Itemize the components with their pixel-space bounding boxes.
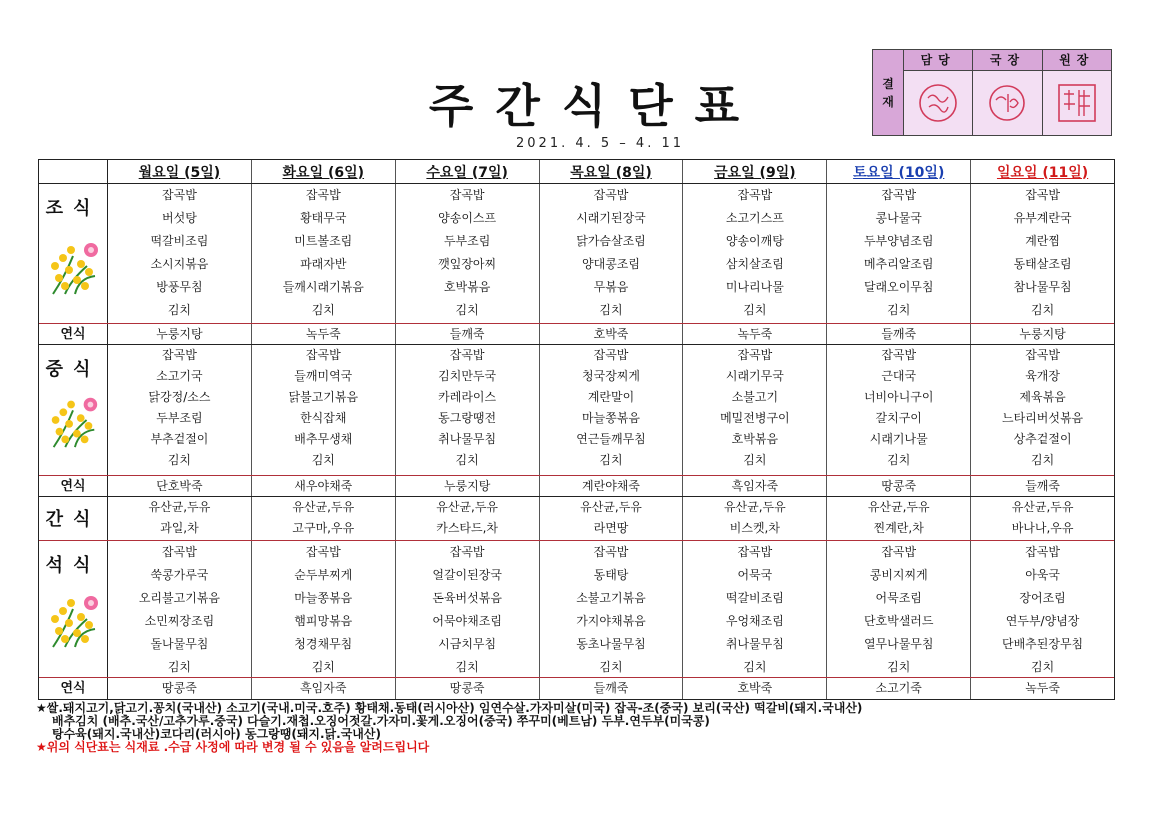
menu-item: 마늘쫑볶음 xyxy=(294,591,353,605)
menu-item: 소고기스프 xyxy=(725,211,784,225)
menu-item: 상추겉절이 xyxy=(1013,432,1072,446)
menu-item: 아욱국 xyxy=(1025,568,1060,582)
approval-role: 원장 xyxy=(1043,50,1111,71)
lunch-thu xyxy=(540,345,684,475)
menu-item: 카스타드,차 xyxy=(436,521,499,535)
menu-item: 버섯탕 xyxy=(162,211,197,225)
lunch-wed xyxy=(396,345,540,475)
dinner-sat xyxy=(827,541,971,677)
menu-item: 계란야채죽 xyxy=(582,479,640,493)
soft-diet-row-2 xyxy=(39,476,1114,497)
menu-item: 근대국 xyxy=(881,369,917,383)
menu-item: 바나나,우유 xyxy=(1011,521,1074,535)
menu-item: 잡곡밥 xyxy=(449,348,485,362)
menu-item: 소민찌장조림 xyxy=(144,614,215,628)
menu-item: 김치 xyxy=(167,303,192,317)
weekly-menu-table xyxy=(38,159,1115,700)
menu-item: 김치 xyxy=(1030,453,1055,467)
menu-item: 삼치살조림 xyxy=(725,257,784,271)
meal-label: 연식 xyxy=(60,327,86,342)
menu-item: 참나물무침 xyxy=(1013,280,1072,294)
menu-item: 동초나물무침 xyxy=(576,637,646,651)
day-header-sat: 토요일 (10일) xyxy=(827,160,971,183)
menu-item: 닭불고기볶음 xyxy=(288,390,359,404)
lunch-sat xyxy=(827,345,971,475)
meal-label: 석식 xyxy=(45,555,101,576)
menu-item: 땅콩죽 xyxy=(449,681,485,695)
menu-item: 김치 xyxy=(743,453,767,467)
menu-item: 들깨미역국 xyxy=(294,369,353,383)
meal-label: 연식 xyxy=(60,479,86,494)
menu-item: 유산균,두유 xyxy=(723,500,786,514)
menu-item: 잡곡밥 xyxy=(162,188,197,202)
menu-item: 김치 xyxy=(1030,303,1055,317)
date-range: 2021. 4. 5 – 4. 11 xyxy=(516,136,684,151)
dinner-sun xyxy=(971,541,1114,677)
menu-item: 잡곡밥 xyxy=(162,545,197,559)
menu-item: 돈육버섯볶음 xyxy=(432,591,502,605)
menu-item: 호박볶음 xyxy=(731,432,779,446)
menu-item: 돌나물무침 xyxy=(150,637,209,651)
soft-diet-row-1 xyxy=(39,324,1114,345)
lunch-mon xyxy=(108,345,252,475)
menu-item: 햄피망볶음 xyxy=(294,614,353,628)
menu-item: 얼갈이된장국 xyxy=(432,568,502,582)
menu-item: 잡곡밥 xyxy=(1025,188,1060,202)
dinner-wed xyxy=(396,541,540,677)
origin-note: 배추김치 (배추.국산/고추가루.중국) 다슬기.재첩.오징어젓갈.가자미.꽃게.오징어(중국) 쭈꾸미(베트남) 두부.연두부(미국콩) xyxy=(52,714,710,728)
menu-item: 잡곡밥 xyxy=(305,348,341,362)
menu-item: 가지야채볶음 xyxy=(576,614,646,628)
day-header-thu: 목요일 (8일) xyxy=(540,160,684,183)
menu-item: 잡곡밥 xyxy=(881,348,917,362)
menu-item: 마늘쫑볶음 xyxy=(582,411,640,425)
menu-item: 김치 xyxy=(743,303,767,317)
menu-item: 잡곡밥 xyxy=(737,348,773,362)
dinner-mon xyxy=(108,541,252,677)
menu-item: 잡곡밥 xyxy=(162,348,197,362)
menu-item: 호박죽 xyxy=(737,681,773,695)
menu-item: 잡곡밥 xyxy=(737,545,773,559)
menu-item: 김치 xyxy=(455,453,479,467)
signature-area xyxy=(1043,71,1111,135)
menu-item: 김치 xyxy=(311,303,335,317)
menu-item: 비스켓,차 xyxy=(729,521,780,535)
menu-item: 떡갈비조림 xyxy=(725,591,784,605)
seal-stamp-icon xyxy=(915,80,961,126)
menu-item: 어묵야채조림 xyxy=(432,614,502,628)
menu-item: 무볶음 xyxy=(593,280,629,294)
menu-item: 들깨죽 xyxy=(1025,479,1060,493)
menu-item: 너비아니구이 xyxy=(863,390,934,404)
menu-item: 제육볶음 xyxy=(1019,390,1066,404)
menu-item: 미트볼조림 xyxy=(294,234,353,248)
menu-item: 달래오이무침 xyxy=(863,280,934,294)
menu-item: 땅콩죽 xyxy=(881,479,917,493)
menu-item: 어묵국 xyxy=(737,568,773,582)
menu-item: 양송이깨탕 xyxy=(725,234,784,248)
page-title: 주간식단표 xyxy=(428,79,762,133)
menu-item: 시래기무국 xyxy=(725,369,784,383)
menu-item: 순두부찌게 xyxy=(294,568,353,582)
menu-item: 깻잎장아찌 xyxy=(438,257,497,271)
menu-item: 들깨죽 xyxy=(449,327,485,341)
menu-item: 소시지볶음 xyxy=(150,257,209,271)
menu-item: 호박볶음 xyxy=(443,280,491,294)
menu-item: 잡곡밥 xyxy=(449,188,485,202)
breakfast-label-cell xyxy=(39,184,108,323)
breakfast-wed xyxy=(396,184,540,323)
menu-item: 계란찜 xyxy=(1025,234,1060,248)
soft-diet-row-3 xyxy=(39,678,1114,699)
breakfast-sat xyxy=(827,184,971,323)
menu-item: 갈치구이 xyxy=(875,411,922,425)
menu-item: 열무나물무침 xyxy=(863,637,934,651)
menu-item: 두부양념조림 xyxy=(863,234,934,248)
menu-item: 두부조림 xyxy=(156,411,203,425)
origin-note: 탕수육(돼지.국내산)코다리(러시아) 동그랑땡(돼지.닭.국내산) xyxy=(52,727,381,741)
approval-label: 결 재 xyxy=(873,50,904,135)
menu-item: 취나물무침 xyxy=(725,637,784,651)
menu-item: 과일,차 xyxy=(160,521,199,535)
menu-item: 잡곡밥 xyxy=(1025,348,1060,362)
meal-label: 중식 xyxy=(45,359,101,380)
menu-item: 양송이스프 xyxy=(438,211,497,225)
approval-role: 국장 xyxy=(973,50,1041,71)
menu-item: 닭강정/소스 xyxy=(148,390,211,404)
menu-item: 청국장찌게 xyxy=(582,369,640,383)
menu-item: 녹두죽 xyxy=(1025,681,1060,695)
menu-item: 잡곡밥 xyxy=(593,545,629,559)
menu-item: 잡곡밥 xyxy=(881,188,917,202)
menu-item: 두부조림 xyxy=(443,234,491,248)
menu-item: 미나리나물 xyxy=(725,280,784,294)
forsythia-flower-icon xyxy=(45,391,101,455)
lunch-row xyxy=(39,345,1114,476)
menu-item: 김치 xyxy=(599,453,623,467)
menu-item: 김치 xyxy=(311,453,335,467)
seal-stamp-icon xyxy=(1054,80,1100,126)
signature-area xyxy=(973,71,1041,135)
menu-item: 들깨시래기볶음 xyxy=(282,280,364,294)
menu-item: 누룽지탕 xyxy=(1019,327,1066,341)
menu-item: 들깨죽 xyxy=(593,681,629,695)
approval-col-director xyxy=(973,50,1042,135)
menu-item: 녹두죽 xyxy=(737,327,773,341)
menu-item: 김치 xyxy=(887,453,911,467)
day-header-mon: 월요일 (5일) xyxy=(108,160,252,183)
menu-item: 시금치무침 xyxy=(438,637,497,651)
menu-item: 닭가슴살조림 xyxy=(576,234,646,248)
menu-item: 유산균,두유 xyxy=(867,500,930,514)
lunch-sun xyxy=(971,345,1114,475)
menu-item: 녹두죽 xyxy=(305,327,341,341)
breakfast-sun xyxy=(971,184,1114,323)
menu-item: 동태탕 xyxy=(593,568,629,582)
menu-item: 소불고기 xyxy=(731,390,779,404)
menu-item: 김치 xyxy=(1030,660,1055,674)
menu-item: 단호박죽 xyxy=(156,479,203,493)
approval-role: 담당 xyxy=(904,50,972,71)
approval-col-principal xyxy=(1043,50,1111,135)
menu-item: 어묵조림 xyxy=(875,591,922,605)
menu-item: 청경채무침 xyxy=(294,637,353,651)
menu-item: 우엉채조림 xyxy=(725,614,784,628)
menu-item: 김치 xyxy=(167,660,192,674)
menu-item: 잡곡밥 xyxy=(1025,545,1060,559)
dinner-tue xyxy=(252,541,396,677)
menu-item: 누룽지탕 xyxy=(156,327,203,341)
menu-item: 콩비지찌게 xyxy=(869,568,928,582)
lunch-label-cell xyxy=(39,345,108,475)
menu-item: 고구마,우유 xyxy=(292,521,355,535)
dinner-label-cell xyxy=(39,541,108,677)
snack-row xyxy=(39,497,1114,541)
menu-item: 시래기된장국 xyxy=(576,211,646,225)
breakfast-mon xyxy=(108,184,252,323)
menu-item: 취나물무침 xyxy=(438,432,497,446)
day-header-wed: 수요일 (7일) xyxy=(396,160,540,183)
menu-item: 유산균,두유 xyxy=(580,500,642,514)
approval-col-manager xyxy=(904,50,973,135)
menu-item: 유산균,두유 xyxy=(292,500,355,514)
menu-item: 장어조림 xyxy=(1019,591,1066,605)
menu-item: 김치 xyxy=(599,660,623,674)
menu-item: 동태살조림 xyxy=(1013,257,1072,271)
menu-item: 김치 xyxy=(743,660,767,674)
menu-item: 김치 xyxy=(887,660,911,674)
meal-label: 간식 xyxy=(45,509,101,530)
menu-item: 배추무생채 xyxy=(294,432,353,446)
menu-item: 방풍무침 xyxy=(156,280,203,294)
menu-item: 김치 xyxy=(311,660,335,674)
menu-item: 누룽지탕 xyxy=(443,479,491,493)
forsythia-flower-icon xyxy=(45,236,101,302)
menu-item: 시래기나물 xyxy=(869,432,928,446)
day-header-tue: 화요일 (6일) xyxy=(252,160,396,183)
lunch-fri xyxy=(683,345,827,475)
menu-item: 라면땅 xyxy=(593,521,629,535)
menu-item: 유산균,두유 xyxy=(436,500,499,514)
menu-item: 흑임자죽 xyxy=(731,479,779,493)
menu-item: 소불고기볶음 xyxy=(576,591,646,605)
menu-item: 유부계란국 xyxy=(1013,211,1072,225)
approval-box xyxy=(872,49,1112,136)
menu-item: 오리불고기볶음 xyxy=(138,591,220,605)
menu-item: 김치 xyxy=(167,453,192,467)
menu-item: 흑임자죽 xyxy=(300,681,347,695)
meal-label: 조식 xyxy=(45,198,101,219)
corner-cell xyxy=(39,160,108,183)
menu-item: 부추겉절이 xyxy=(150,432,209,446)
lunch-tue xyxy=(252,345,396,475)
dinner-fri xyxy=(683,541,827,677)
menu-item: 계란말이 xyxy=(587,390,635,404)
menu-item: 동그랑땡전 xyxy=(438,411,497,425)
menu-item: 콩나물국 xyxy=(875,211,922,225)
signature-area xyxy=(904,71,972,135)
footnotes xyxy=(36,702,1126,754)
breakfast-tue xyxy=(252,184,396,323)
menu-item: 잡곡밥 xyxy=(593,348,629,362)
menu-item: 메밀전병구이 xyxy=(720,411,790,425)
menu-item: 파래자반 xyxy=(300,257,347,271)
forsythia-flower-icon xyxy=(45,589,101,655)
menu-item: 쑥콩가루국 xyxy=(150,568,209,582)
dinner-row xyxy=(39,541,1114,678)
menu-item: 들깨죽 xyxy=(881,327,917,341)
change-notice: ★위의 식단표는 식재료 .수급 사정에 따라 변경 될 수 있음을 알려드립니다 xyxy=(36,740,430,754)
menu-item: 황태무국 xyxy=(300,211,347,225)
meal-label: 연식 xyxy=(60,681,86,696)
menu-item: 잡곡밥 xyxy=(737,188,773,202)
menu-item: 양대콩조림 xyxy=(582,257,640,271)
menu-item: 김치만두국 xyxy=(438,369,497,383)
menu-item: 새우야채죽 xyxy=(294,479,353,493)
seal-stamp-icon xyxy=(984,80,1030,126)
menu-item: 잡곡밥 xyxy=(593,188,629,202)
menu-item: 잡곡밥 xyxy=(881,545,917,559)
menu-item: 호박죽 xyxy=(593,327,629,341)
menu-item: 김치 xyxy=(599,303,623,317)
day-header-fri: 금요일 (9일) xyxy=(683,160,827,183)
menu-item: 찐계란,차 xyxy=(873,521,924,535)
menu-item: 소고기죽 xyxy=(875,681,922,695)
breakfast-fri xyxy=(683,184,827,323)
menu-item: 연두부/양념장 xyxy=(1005,614,1080,628)
menu-item: 김치 xyxy=(455,303,479,317)
menu-item: 한식잡채 xyxy=(300,411,347,425)
day-header-row xyxy=(39,160,1114,184)
menu-item: 카레라이스 xyxy=(438,390,497,404)
dinner-thu xyxy=(540,541,684,677)
menu-item: 잡곡밥 xyxy=(449,545,485,559)
menu-item: 단호박샐러드 xyxy=(863,614,934,628)
menu-item: 김치 xyxy=(455,660,479,674)
menu-item: 단배추된장무침 xyxy=(1002,637,1084,651)
menu-item: 땅콩죽 xyxy=(162,681,197,695)
menu-item: 메추리알조림 xyxy=(863,257,934,271)
day-header-sun: 일요일 (11일) xyxy=(996,164,1089,181)
breakfast-thu xyxy=(540,184,684,323)
menu-item: 떡갈비조림 xyxy=(150,234,209,248)
menu-item: 연근들깨무침 xyxy=(576,432,646,446)
origin-note: ★쌀.돼지고기,닭고기.꽁치(국내산) 소고기(국내.미국.호주) 황태채.동태(러시아산) 임연수살.가자미살(미국) 잡곡-조(중국) 보리(국산) 떡갈비(돼지.국내산) xyxy=(36,701,863,715)
menu-item: 육개장 xyxy=(1025,369,1060,383)
menu-item: 소고기국 xyxy=(156,369,203,383)
breakfast-row xyxy=(39,184,1114,324)
menu-item: 잡곡밥 xyxy=(305,188,341,202)
menu-item: 잡곡밥 xyxy=(305,545,341,559)
menu-item: 김치 xyxy=(887,303,911,317)
menu-item: 느타리버섯볶음 xyxy=(1002,411,1084,425)
menu-item: 유산균,두유 xyxy=(148,500,211,514)
menu-item: 유산균,두유 xyxy=(1011,500,1074,514)
